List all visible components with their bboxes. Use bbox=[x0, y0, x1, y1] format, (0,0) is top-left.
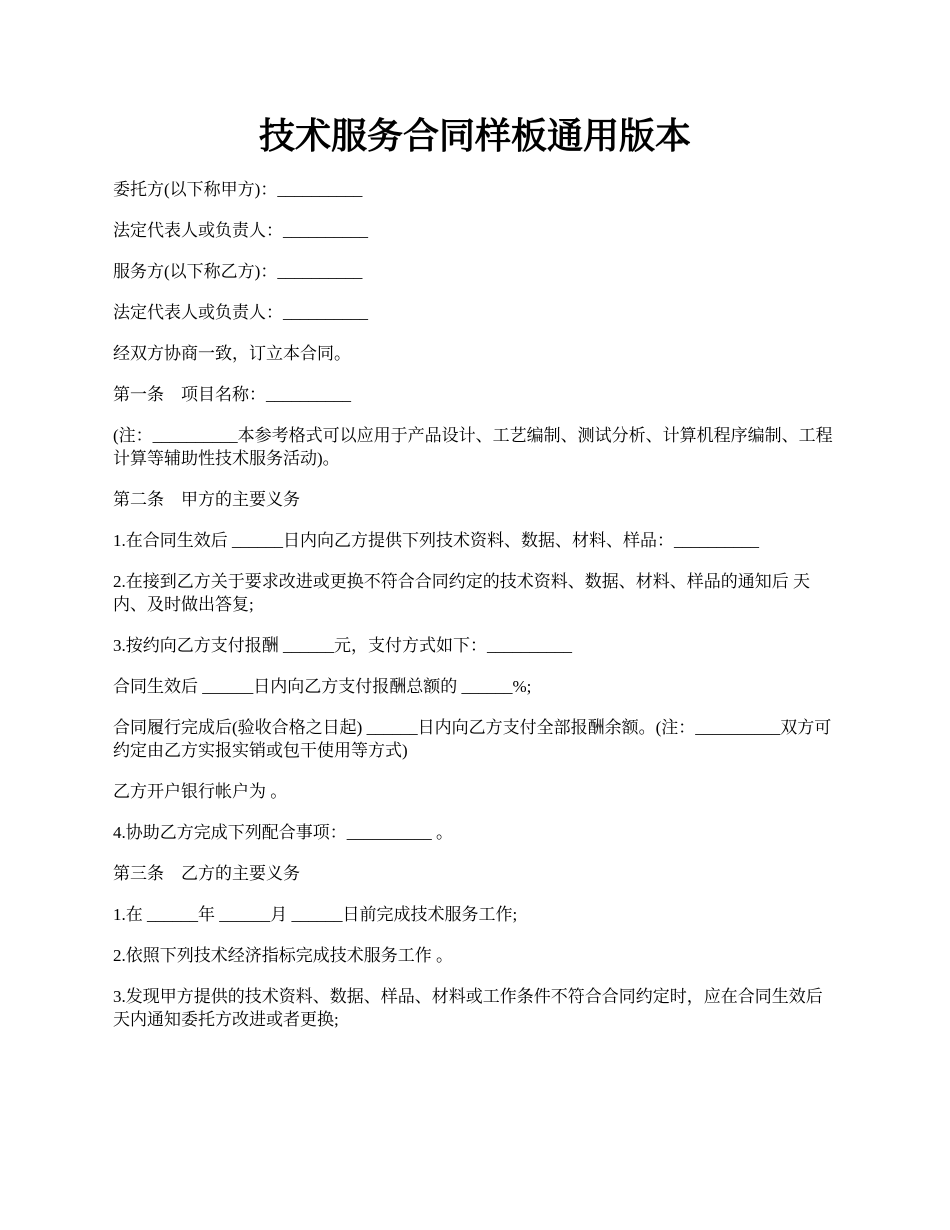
document-body bbox=[113, 178, 837, 1049]
agreement-statement: 经双方协商一致，订立本合同。 bbox=[113, 344, 351, 363]
document-title: 技术服务合同样板通用版本 bbox=[258, 115, 691, 157]
article-2-heading: 第二条 甲方的主要义务 bbox=[113, 490, 300, 509]
bank-account-line: 乙方开户银行帐户为 。 bbox=[113, 782, 288, 801]
article-2-item-2: 2.在接到乙方关于要求改进或更换不符合合同约定的技术资料、数据、材料、样品的通知后 天内、及时做出答复; bbox=[113, 572, 810, 614]
article-1-note: (注：__________本参考格式可以应用于产品设计、工艺编制、测试分析、计算机程序编制、工程计算等辅助性技术服务活动)。 bbox=[113, 426, 833, 468]
article-2-item-3: 3.按约向乙方支付报酬 ______元，支付方式如下：__________ bbox=[113, 636, 572, 655]
article-3-heading: 第三条 乙方的主要义务 bbox=[113, 864, 300, 883]
article-3-item-3: 3.发现甲方提供的技术资料、数据、样品、材料或工作条件不符合合同约定时，应在合同生效后 天内通知委托方改进或者更换; bbox=[113, 987, 827, 1029]
article-2-item-4: 4.协助乙方完成下列配合事项：__________ 。 bbox=[113, 823, 453, 842]
party-a-line: 委托方(以下称甲方)：__________ bbox=[113, 180, 363, 199]
party-a-representative-line: 法定代表人或负责人：__________ bbox=[113, 221, 368, 240]
payment-clause-1: 合同生效后 ______日内向乙方支付报酬总额的 ______%; bbox=[113, 677, 532, 696]
party-b-representative-line: 法定代表人或负责人：__________ bbox=[113, 303, 368, 322]
article-2-item-1: 1.在合同生效后 ______日内向乙方提供下列技术资料、数据、材料、样品：__________ bbox=[113, 531, 759, 550]
article-3-item-1: 1.在 ______年 ______月 ______日前完成技术服务工作; bbox=[113, 905, 518, 924]
article-3-item-2: 2.依照下列技术经济指标完成技术服务工作 。 bbox=[113, 946, 453, 965]
party-b-line: 服务方(以下称乙方)：__________ bbox=[113, 262, 363, 281]
article-1-heading: 第一条 项目名称：__________ bbox=[113, 385, 351, 404]
payment-clause-2: 合同履行完成后(验收合格之日起) ______日内向乙方支付全部报酬余额。(注：__________双方可约定由乙方实报实销或包干使用等方式) bbox=[113, 718, 832, 760]
